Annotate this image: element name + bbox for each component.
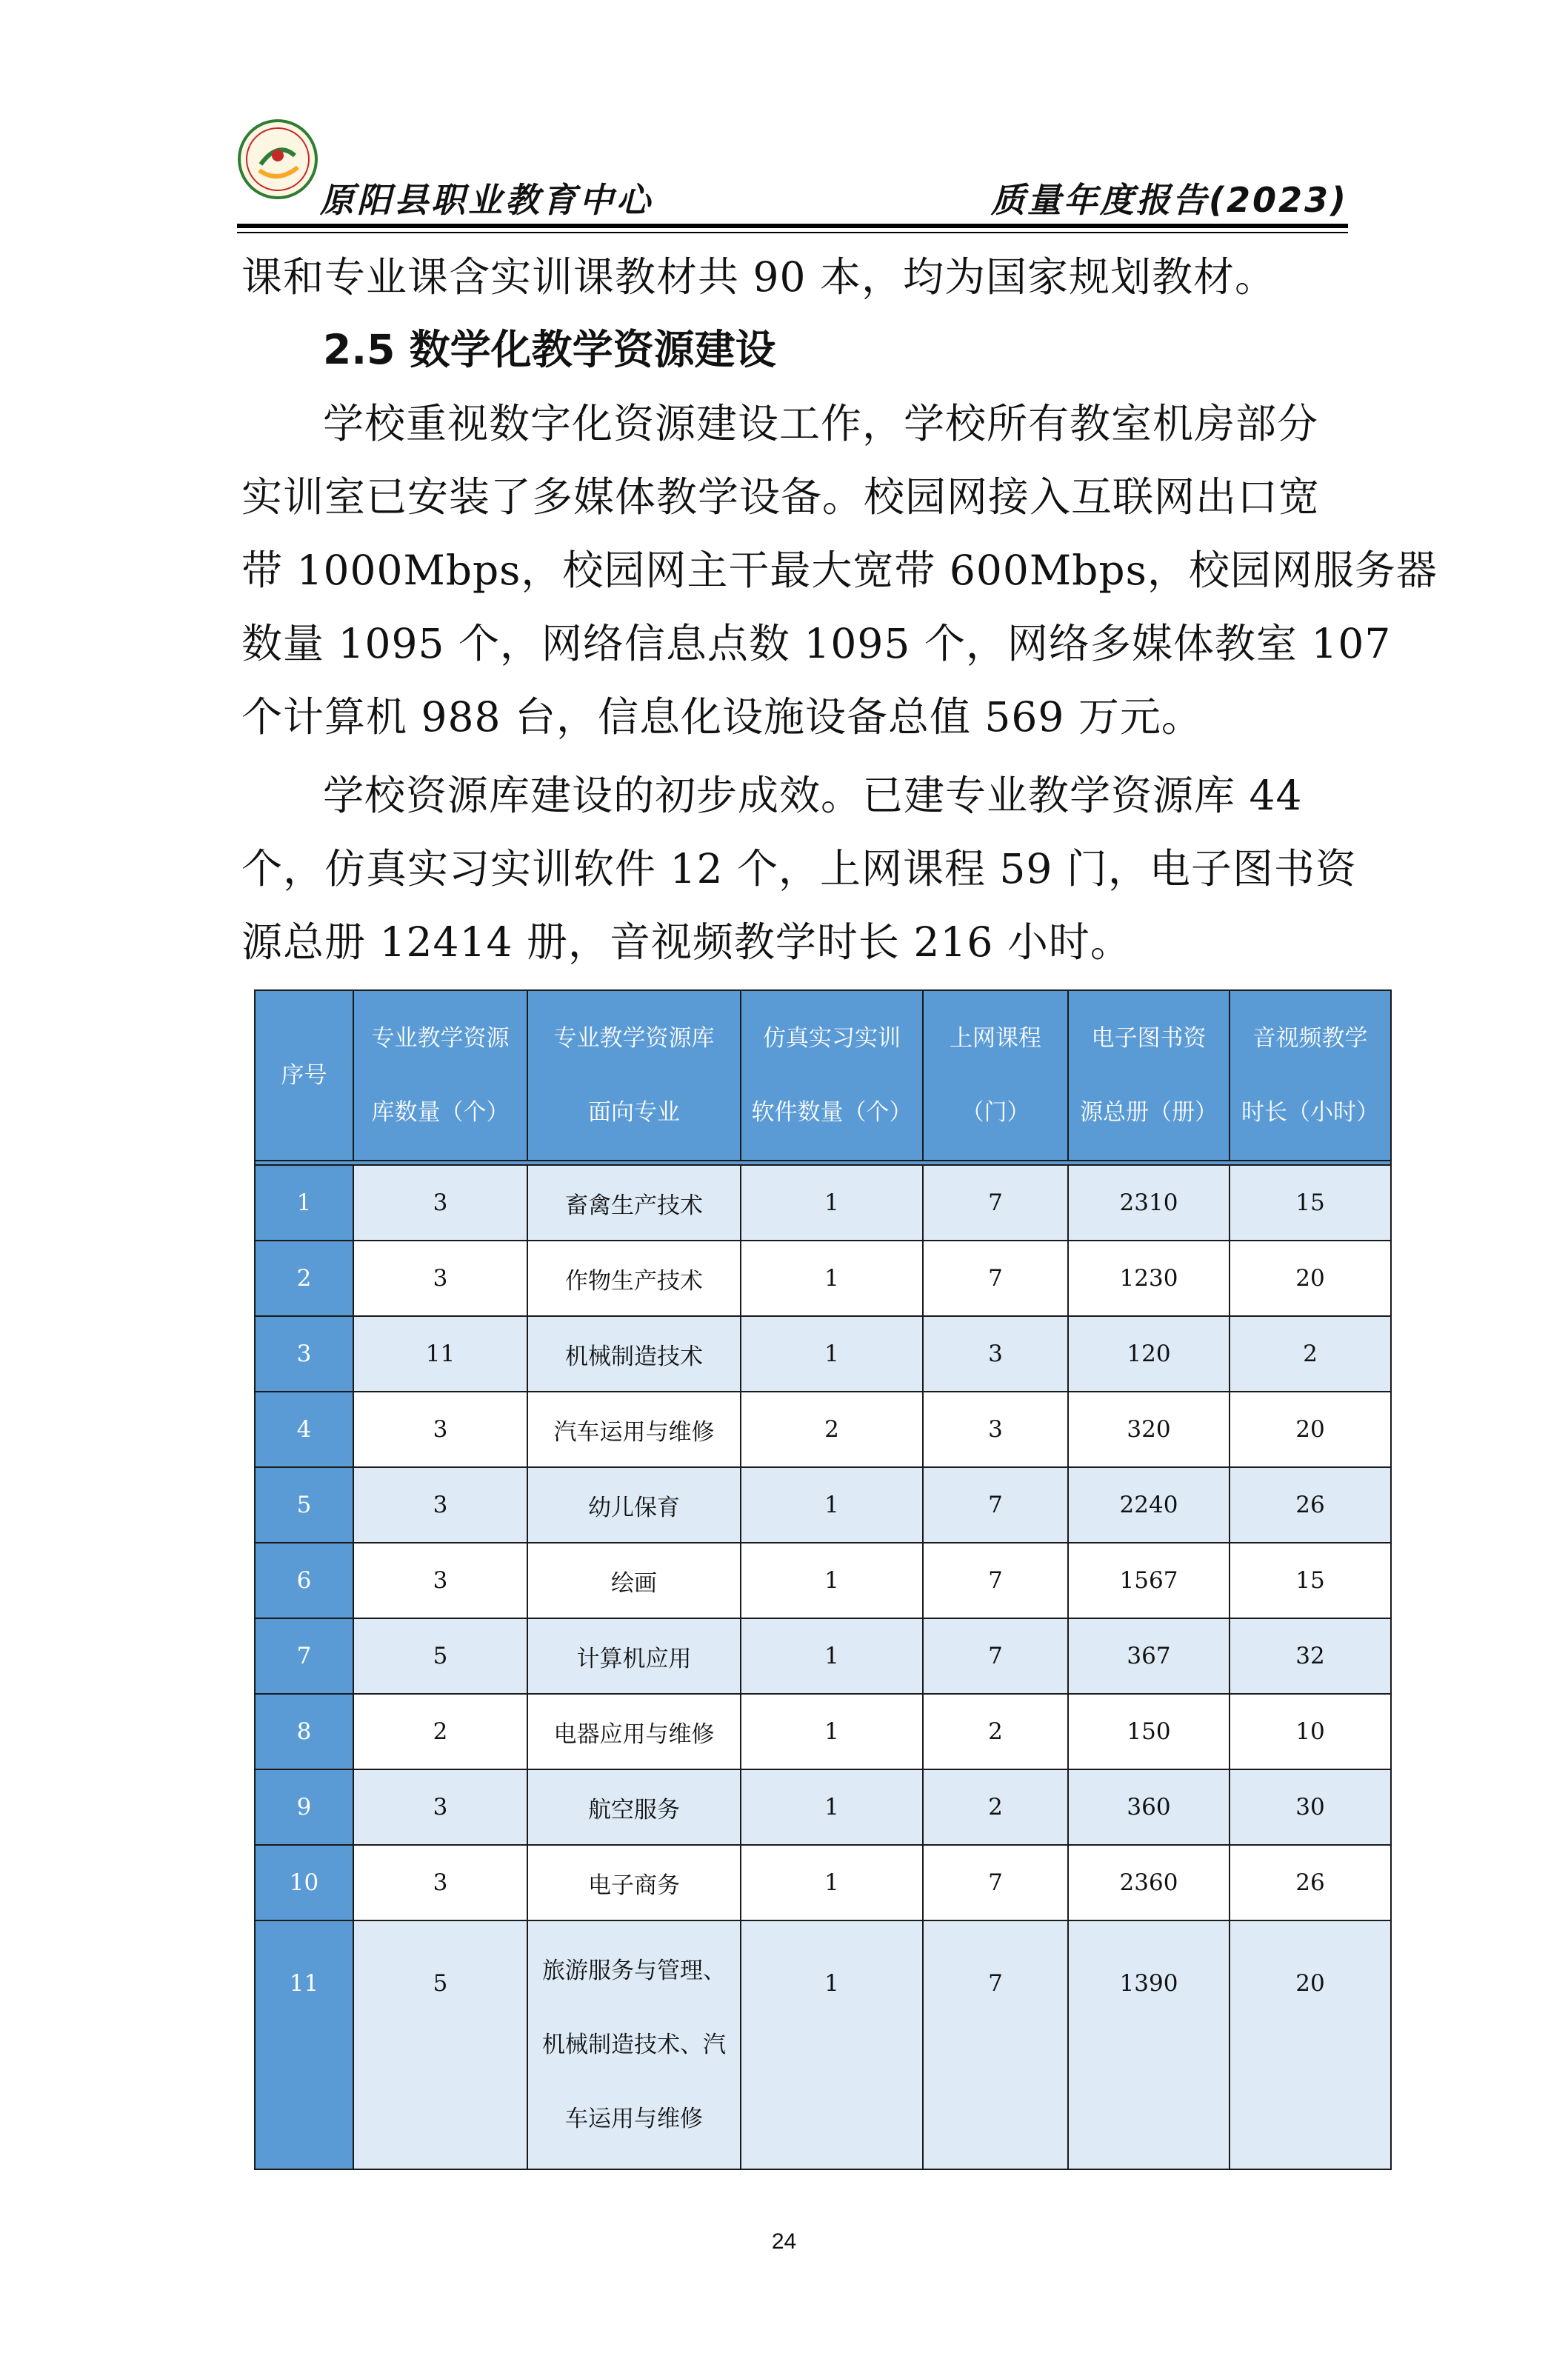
cell-major: 计算机应用 [527, 1618, 741, 1694]
cell-av-hours: 15 [1230, 1165, 1391, 1241]
cell-av-hours: 26 [1230, 1467, 1391, 1543]
page-number: 24 [771, 2229, 797, 2254]
cell-index: 11 [255, 1920, 353, 2169]
cell-lib-count: 5 [353, 1920, 527, 2169]
cell-ebooks: 320 [1068, 1392, 1230, 1467]
cell-major: 幼儿保育 [527, 1467, 741, 1543]
cell-lib-count: 3 [353, 1543, 527, 1618]
cell-major [527, 1920, 741, 2169]
cell-lib-count: 3 [353, 1165, 527, 1241]
cell-index: 8 [255, 1694, 353, 1769]
cell-index: 1 [255, 1165, 353, 1241]
table-row [255, 1845, 1391, 1920]
cell-index: 2 [255, 1241, 353, 1316]
table-row [255, 1618, 1391, 1694]
cell-sim-software: 1 [741, 1618, 923, 1694]
cell-index: 6 [255, 1543, 353, 1618]
cell-av-hours: 20 [1230, 1920, 1391, 2169]
cell-sim-software: 1 [741, 1769, 923, 1845]
cell-lib-count: 3 [353, 1845, 527, 1920]
table-row [255, 1165, 1391, 1241]
col-header-ebooks: 电子图书资 源总册（册） [1068, 990, 1230, 1161]
resource-table [254, 989, 1392, 2170]
cell-sim-software: 1 [741, 1165, 923, 1241]
table-row [255, 1241, 1391, 1316]
cell-sim-software: 1 [741, 1467, 923, 1543]
paragraph-line: 个计算机 988 台，信息化设施设备总值 569 万元。 [241, 693, 1203, 741]
cell-major: 航空服务 [527, 1769, 741, 1845]
cell-ebooks: 2360 [1068, 1845, 1230, 1920]
cell-ebooks: 150 [1068, 1694, 1230, 1769]
paragraph-line: 学校重视数字化资源建设工作，学校所有教室机房部分 [323, 400, 1319, 447]
paragraph-line: 个，仿真实习实训软件 12 个，上网课程 59 门，电子图书资 [241, 845, 1357, 892]
cell-ebooks: 1230 [1068, 1241, 1230, 1316]
cell-online-courses: 2 [923, 1694, 1068, 1769]
cell-av-hours: 2 [1230, 1316, 1391, 1392]
cell-lib-count: 5 [353, 1618, 527, 1694]
cell-sim-software: 1 [741, 1920, 923, 2169]
cell-sim-software: 2 [741, 1392, 923, 1467]
cell-ebooks: 367 [1068, 1618, 1230, 1694]
cell-online-courses: 3 [923, 1316, 1068, 1392]
cell-online-courses: 2 [923, 1769, 1068, 1845]
cell-online-courses: 7 [923, 1467, 1068, 1543]
paragraph-line: 学校资源库建设的初步成效。已建专业教学资源库 44 [323, 772, 1303, 819]
cell-av-hours: 20 [1230, 1241, 1391, 1316]
cell-index: 7 [255, 1618, 353, 1694]
cell-av-hours: 15 [1230, 1543, 1391, 1618]
cell-av-hours: 30 [1230, 1769, 1391, 1845]
cell-index: 4 [255, 1392, 353, 1467]
table-row [255, 1920, 1391, 2169]
table-row [255, 1392, 1391, 1467]
col-header-av-hours: 音视频教学 时长（小时） [1230, 990, 1391, 1161]
col-header-lib-count: 专业教学资源 库数量（个） [353, 990, 527, 1161]
cell-lib-count: 11 [353, 1316, 527, 1392]
paragraph-line: 数量 1095 个，网络信息点数 1095 个，网络多媒体教室 107 [241, 620, 1392, 667]
cell-av-hours: 32 [1230, 1618, 1391, 1694]
cell-av-hours: 10 [1230, 1694, 1391, 1769]
cell-major: 绘画 [527, 1543, 741, 1618]
cell-index: 5 [255, 1467, 353, 1543]
paragraph-line: 课和专业课含实训课教材共 90 本，均为国家规划教材。 [241, 253, 1276, 301]
table-header-row [255, 990, 1391, 1161]
col-header-major: 专业教学资源库 面向专业 [527, 990, 741, 1161]
cell-sim-software: 1 [741, 1694, 923, 1769]
cell-major: 电器应用与维修 [527, 1694, 741, 1769]
page-header [237, 111, 1348, 230]
col-header-sim-software: 仿真实习实训 软件数量（个） [741, 990, 923, 1161]
col-header-index: 序号 [255, 990, 353, 1161]
cell-lib-count: 3 [353, 1467, 527, 1543]
cell-index: 9 [255, 1769, 353, 1845]
cell-major: 畜禽生产技术 [527, 1165, 741, 1241]
col-header-online-courses: 上网课程 （门） [923, 990, 1068, 1161]
school-logo-icon [237, 119, 318, 200]
cell-major: 汽车运用与维修 [527, 1392, 741, 1467]
cell-ebooks: 2240 [1068, 1467, 1230, 1543]
cell-online-courses: 7 [923, 1920, 1068, 2169]
cell-major-line: 机械制造技术、汽 [542, 2032, 726, 2058]
cell-online-courses: 7 [923, 1165, 1068, 1241]
paragraph-line: 源总册 12414 册，音视频教学时长 216 小时。 [241, 918, 1132, 966]
header-rule-thin [237, 232, 1348, 233]
cell-av-hours: 20 [1230, 1392, 1391, 1467]
table-row [255, 1543, 1391, 1618]
cell-ebooks: 120 [1068, 1316, 1230, 1392]
cell-index: 3 [255, 1316, 353, 1392]
cell-ebooks: 1567 [1068, 1543, 1230, 1618]
cell-index: 10 [255, 1845, 353, 1920]
cell-online-courses: 7 [923, 1241, 1068, 1316]
table-row [255, 1467, 1391, 1543]
cell-lib-count: 3 [353, 1769, 527, 1845]
cell-ebooks: 360 [1068, 1769, 1230, 1845]
paragraph-line: 实训室已安装了多媒体教学设备。校园网接入互联网出口宽 [241, 473, 1321, 521]
cell-online-courses: 7 [923, 1543, 1068, 1618]
cell-ebooks: 2310 [1068, 1165, 1230, 1241]
cell-sim-software: 1 [741, 1316, 923, 1392]
cell-major: 电子商务 [527, 1845, 741, 1920]
paragraph-line: 带 1000Mbps，校园网主干最大宽带 600Mbps，校园网服务器 [241, 547, 1438, 594]
table-row [255, 1769, 1391, 1845]
table-row [255, 1316, 1391, 1392]
cell-sim-software: 1 [741, 1845, 923, 1920]
cell-ebooks: 1390 [1068, 1920, 1230, 2169]
school-name: 原阳县职业教育中心 [320, 180, 653, 220]
cell-major: 机械制造技术 [527, 1316, 741, 1392]
cell-lib-count: 3 [353, 1392, 527, 1467]
cell-online-courses: 7 [923, 1845, 1068, 1920]
header-rule-thick [237, 224, 1348, 228]
cell-online-courses: 3 [923, 1392, 1068, 1467]
section-heading: 2.5 数学化教学资源建设 [323, 326, 776, 373]
cell-major-line: 旅游服务与管理、 [542, 1958, 726, 1984]
cell-major: 作物生产技术 [527, 1241, 741, 1316]
cell-online-courses: 7 [923, 1618, 1068, 1694]
cell-major-line: 车运用与维修 [565, 2106, 703, 2132]
cell-sim-software: 1 [741, 1241, 923, 1316]
cell-lib-count: 3 [353, 1241, 527, 1316]
cell-lib-count: 2 [353, 1694, 527, 1769]
report-title: 质量年度报告(2023) [990, 180, 1348, 220]
cell-sim-software: 1 [741, 1543, 923, 1618]
table-row [255, 1694, 1391, 1769]
cell-av-hours: 26 [1230, 1845, 1391, 1920]
